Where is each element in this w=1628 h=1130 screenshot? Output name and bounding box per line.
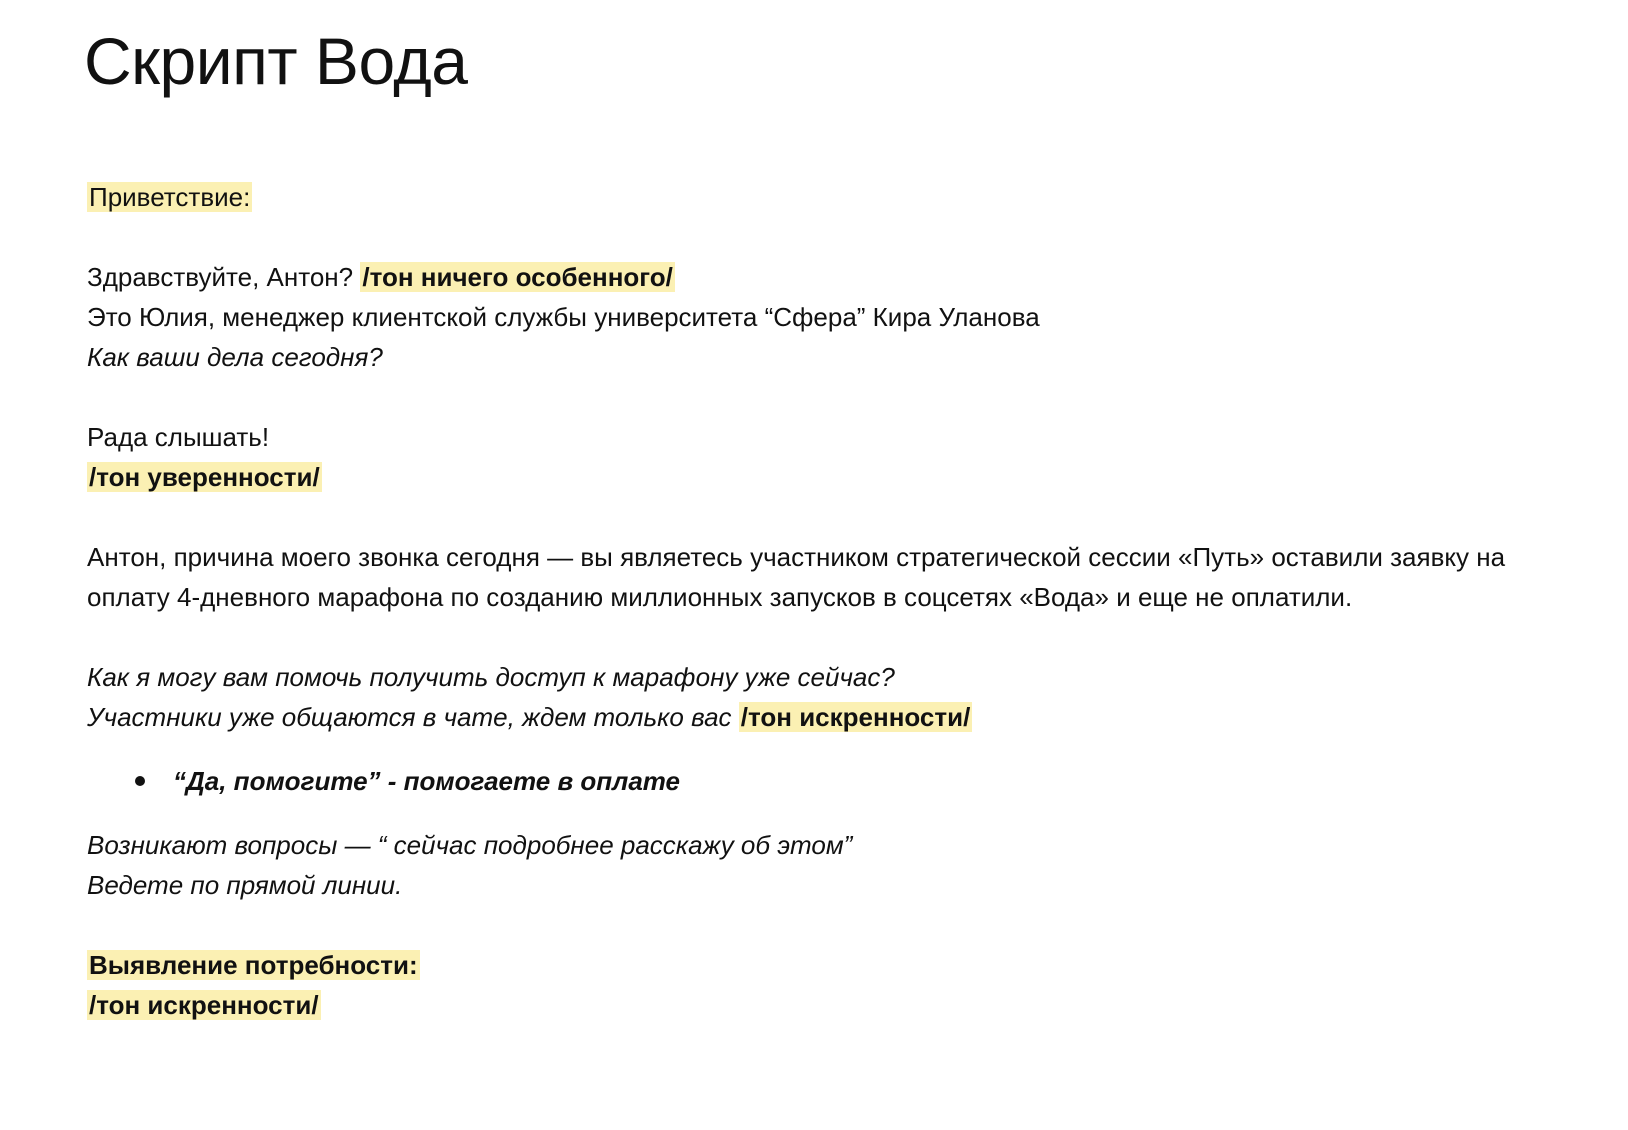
straight-line-line: Ведете по прямой линии. (87, 870, 403, 900)
spacer (87, 217, 1587, 257)
intro-line: Это Юлия, менеджер клиентской службы университета “Сфера” Кира Уланова (87, 302, 1040, 332)
reason-paragraph: Антон, причина моего звонка сегодня — вы являетесь участником стратегической сессии «Путь» оставили заявку на оплату 4-дневного марафона по созданию миллионных запусков в соцсетях «Вода» и еще не оплатили. (87, 542, 1506, 612)
help-question-line: Как я могу вам помочь получить доступ к марафону уже сейчас? (87, 662, 895, 692)
confidence-tone-line (87, 457, 1587, 497)
needs-heading: Выявление потребности: (89, 950, 418, 980)
spacer (87, 497, 1587, 537)
tone-marker-sincerity: /тон искренности/ (740, 702, 971, 732)
greeting-text: Здравствуйте, Антон? (87, 262, 361, 292)
spacer (87, 617, 1587, 657)
spacer (87, 905, 1587, 945)
bullet-dot-icon (135, 776, 145, 786)
greeting-line (87, 257, 1587, 297)
tone-marker-confidence: /тон уверенности/ (89, 462, 320, 492)
tone-marker-neutral: /тон ничего особенного/ (362, 262, 673, 292)
chat-text: Участники уже общаются в чате, ждем только вас (87, 702, 739, 732)
document-title: Скрипт Вода (84, 24, 468, 98)
greeting-heading: Приветствие: (89, 182, 251, 212)
needs-tone-line (87, 985, 1587, 1025)
how-are-you-line: Как ваши дела сегодня? (87, 342, 383, 372)
document-body (87, 177, 1587, 1025)
tone-marker-sincerity-2: /тон искренности/ (89, 990, 319, 1020)
questions-line: Возникают вопросы — “ сейчас подробнее расскажу об этом” (87, 830, 853, 860)
bullet-text: “Да, помогите” - помогаете в оплате (173, 766, 681, 796)
greeting-heading-line (87, 177, 1587, 217)
glad-line: Рада слышать! (87, 422, 270, 452)
needs-heading-line (87, 945, 1587, 985)
spacer (87, 377, 1587, 417)
chat-line (87, 697, 1587, 737)
bullet-list-item (87, 761, 1587, 801)
